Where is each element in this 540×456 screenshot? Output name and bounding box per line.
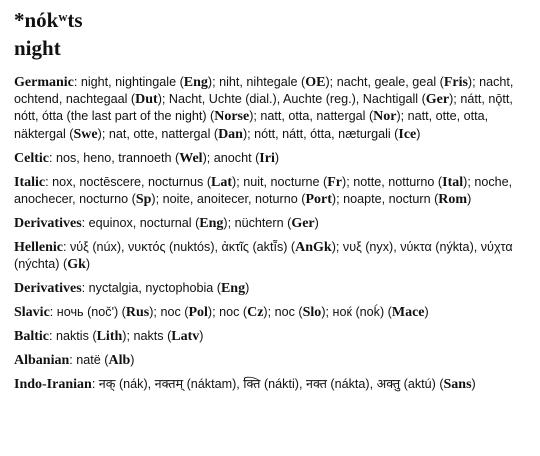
language-group-label: Hellenic	[14, 239, 63, 255]
separator: )	[467, 191, 472, 206]
cognate-forms: noc (	[274, 305, 303, 320]
language-abbreviation: Sans	[443, 377, 472, 393]
cognate-forms: : nyctalgia, nyctophobia (	[81, 281, 221, 296]
language-abbreviation: Rom	[438, 191, 468, 207]
section-germanic-0	[14, 74, 534, 143]
language-abbreviation: Pol	[188, 305, 208, 321]
separator: )	[130, 353, 135, 368]
etymology-page	[14, 6, 534, 400]
language-abbreviation: OE	[305, 75, 326, 90]
cognate-forms: nüchtern (	[234, 215, 292, 230]
separator: );	[331, 239, 343, 254]
language-group-label: Celtic	[14, 150, 49, 166]
cognate-forms: : nox, noctēscere, nocturnus (	[45, 174, 212, 189]
language-abbreviation: Sp	[135, 191, 152, 207]
section-hellenic-4	[14, 239, 534, 273]
section-derivatives-5	[14, 280, 534, 297]
separator: );	[325, 75, 337, 89]
section-celtic-1	[14, 150, 534, 167]
language-abbreviation: Nor	[373, 109, 397, 125]
language-abbreviation: Eng	[220, 281, 246, 297]
separator: );	[321, 305, 333, 320]
cognate-forms: niht, nihtegale (	[219, 75, 306, 89]
language-abbreviation: Ice	[398, 126, 417, 142]
section-baltic-7	[14, 328, 534, 345]
separator: );	[463, 174, 475, 189]
cognate-forms: noapte, nocturn (	[343, 191, 439, 206]
separator: );	[97, 126, 109, 141]
cognate-forms: noche, anochecer, nocturno (	[14, 174, 513, 206]
separator: );	[249, 109, 261, 124]
cognate-forms: natt, otta, nattergal (	[260, 109, 374, 124]
cognate-forms: nakts (	[133, 329, 172, 344]
separator: )	[245, 281, 250, 296]
cognate-forms: anocht (	[213, 150, 260, 165]
separator: );	[207, 75, 220, 89]
section-albanian-8	[14, 352, 534, 369]
separator: );	[467, 75, 480, 89]
language-abbreviation: Lith	[96, 329, 123, 345]
cognate-sections	[14, 74, 534, 393]
language-abbreviation: Wel	[179, 150, 203, 166]
language-abbreviation: Eng	[199, 215, 224, 231]
cognate-forms: : nos, heno, trannoeth (	[48, 150, 180, 165]
language-abbreviation: Ger	[425, 92, 450, 108]
cognate-forms: Nacht, Uchte (dial.), Auchte (reg.), Nachtigall (	[168, 92, 426, 107]
separator: );	[396, 109, 408, 124]
section-slavic-6	[14, 304, 534, 321]
language-abbreviation: Iri	[259, 150, 275, 166]
language-abbreviation: Eng	[183, 75, 208, 90]
language-abbreviation: Port	[305, 191, 332, 207]
cognate-forms: нoќ (noḱ) (	[332, 305, 392, 320]
language-group-label: Indo-Iranian	[14, 377, 92, 393]
language-abbreviation: Ital	[442, 174, 464, 190]
cognate-forms: noite, anoitecer, noturno (	[162, 191, 306, 206]
language-abbreviation: Ger	[291, 215, 315, 231]
separator: );	[263, 305, 275, 320]
gloss: night	[14, 36, 61, 60]
language-group-label: Baltic	[14, 329, 49, 345]
language-abbreviation: Mace	[391, 305, 425, 321]
separator: )	[424, 305, 429, 320]
separator: );	[151, 191, 163, 206]
cognate-forms: notte, notturno (	[353, 174, 443, 189]
cognate-forms: natt, otte, otta, näktergal (	[14, 109, 489, 141]
separator: );	[149, 305, 161, 320]
cognate-forms: : ночь (noč') (	[49, 305, 126, 320]
cognate-forms: noc (	[219, 305, 248, 320]
separator: )	[416, 126, 421, 141]
language-group-label: Albanian	[14, 353, 70, 369]
separator: );	[342, 174, 354, 189]
separator: );	[223, 215, 235, 230]
section-derivatives-3	[14, 215, 534, 232]
language-abbreviation: Lat	[211, 174, 233, 190]
separator: );	[157, 92, 169, 107]
separator: );	[331, 191, 344, 206]
language-group-label: Derivatives	[14, 281, 82, 297]
separator: );	[232, 174, 244, 189]
section-indo-iranian-9	[14, 376, 534, 393]
cognate-forms: nacht, geale, geal (	[336, 75, 444, 89]
separator: )	[85, 257, 91, 272]
separator: );	[202, 150, 214, 165]
separator: )	[471, 377, 476, 392]
language-group-label: Germanic	[14, 75, 74, 90]
language-abbreviation: AnGk	[295, 239, 332, 255]
language-abbreviation: Gk	[67, 257, 86, 273]
separator: );	[242, 126, 255, 141]
language-abbreviation: Swe	[73, 126, 98, 142]
cognate-forms: : नक् (nák), नक्तम् (náktam), क्ति (nákti), नक्त (nákta), अक्तु (aktú) (	[91, 377, 444, 392]
language-abbreviation: Norse	[214, 109, 250, 125]
cognate-forms: nat, otte, nattergal (	[108, 126, 219, 141]
language-group-label: Slavic	[14, 305, 50, 321]
separator: )	[314, 215, 319, 230]
separator: )	[274, 150, 280, 165]
cognate-forms: : νύξ (núx), νυκτός (nuktós), ἀκτῖς (aktī̃s) (	[63, 239, 296, 254]
language-abbreviation: Fris	[443, 75, 468, 90]
cognate-forms: nátt, nǭtt, nótt, ótta (the last part of the night) (	[14, 92, 513, 124]
headword: *nókʷts	[14, 8, 83, 32]
language-abbreviation: Alb	[108, 353, 131, 369]
language-group-label: Derivatives	[14, 215, 82, 231]
language-abbreviation: Dan	[218, 126, 243, 142]
cognate-forms: : equinox, nocturnal (	[81, 215, 200, 230]
cognate-forms: nuit, nocturne (	[243, 174, 328, 189]
separator: );	[122, 329, 134, 344]
cognate-forms: : night, nightingale (	[73, 75, 184, 89]
language-abbreviation: Dut	[135, 92, 158, 108]
language-abbreviation: Slo	[302, 305, 322, 321]
cognate-forms: nacht, ochtend, nachtegaal (	[14, 75, 514, 107]
cognate-forms: : natë (	[69, 353, 109, 368]
language-abbreviation: Rus	[125, 305, 150, 321]
cognate-forms: nótt, nátt, ótta, næturgali (	[254, 126, 399, 141]
cognate-forms: : naktis (	[49, 329, 97, 344]
language-abbreviation: Latv	[171, 329, 200, 345]
language-abbreviation: Cz	[247, 305, 264, 321]
cognate-forms: νυξ (nyx), νύκτα (nýkta), νύχτα (nýchta) (	[14, 239, 513, 272]
separator: );	[207, 305, 220, 320]
language-group-label: Italic	[14, 174, 46, 190]
cognate-forms: noc (	[160, 305, 189, 320]
separator: )	[199, 329, 204, 344]
language-abbreviation: Fr	[327, 174, 342, 190]
section-italic-2	[14, 174, 534, 208]
separator: );	[449, 92, 461, 107]
